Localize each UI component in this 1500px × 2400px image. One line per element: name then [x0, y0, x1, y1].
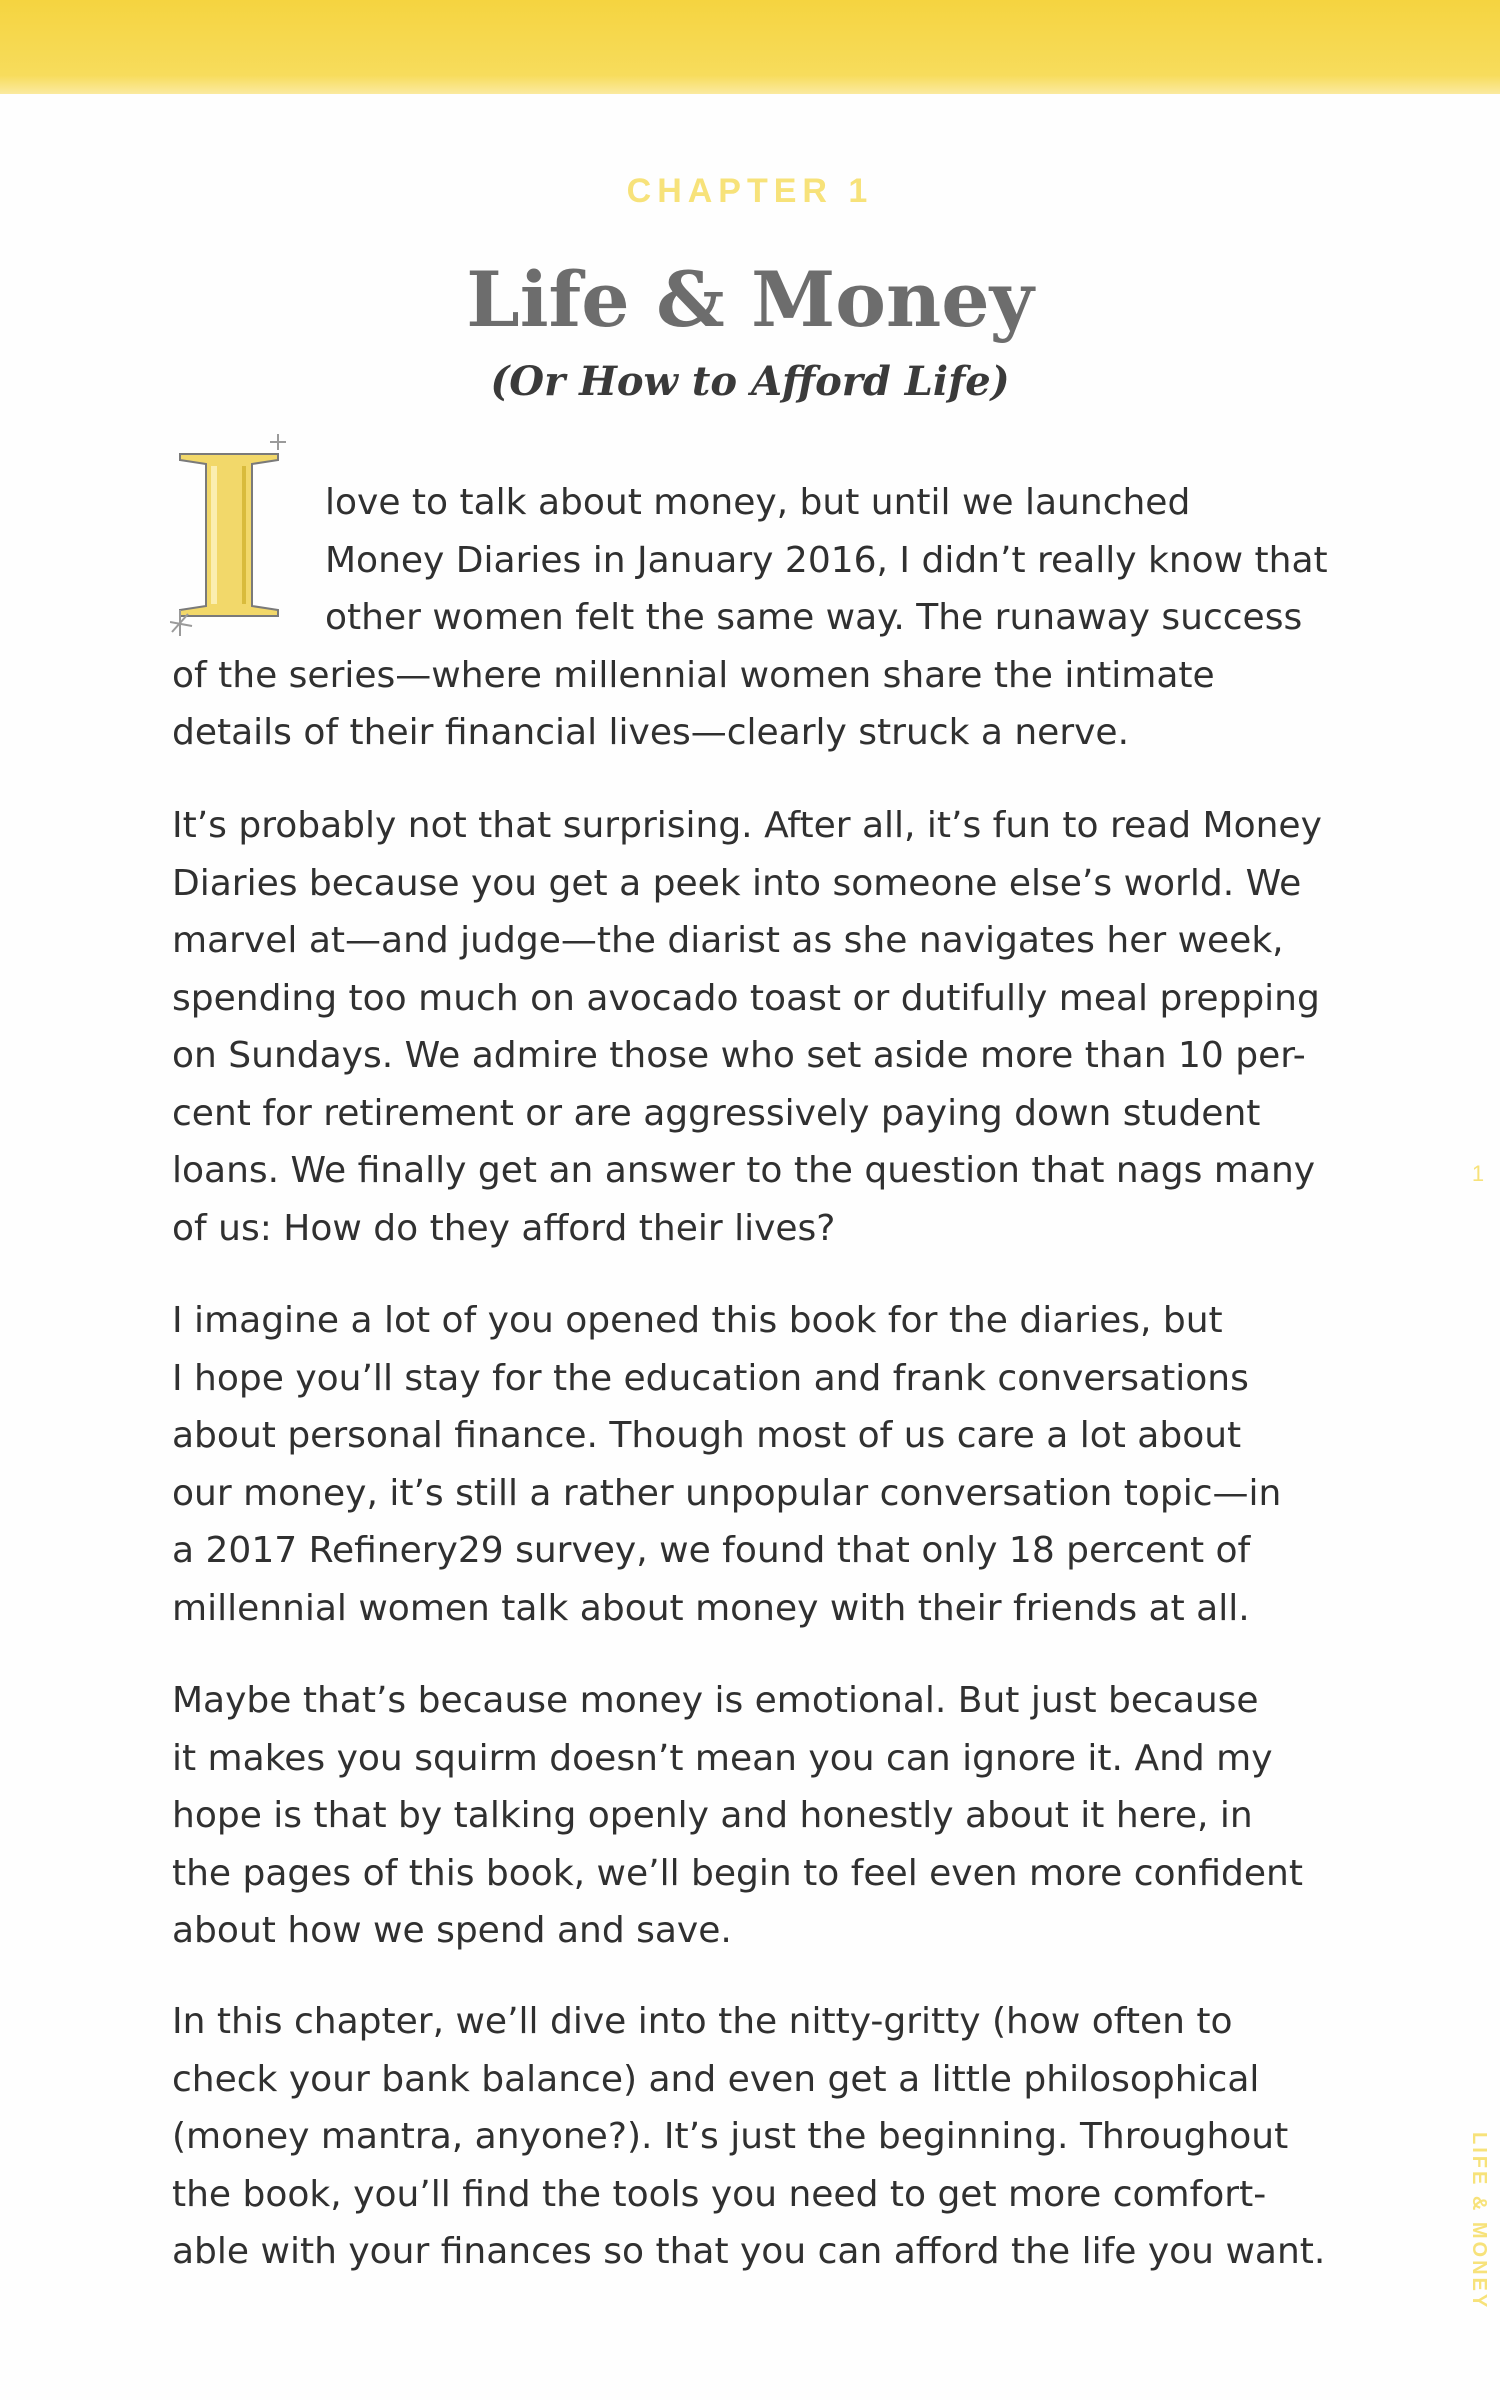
paragraph-line: Money Diaries in January 2016, I didn’t really know that	[325, 539, 1328, 581]
paragraph-line: (money mantra, anyone?). It’s just the beginning. Throughout	[172, 2116, 1289, 2157]
paragraph-line: a 2017 Refinery29 survey, we found that only 18 percent of	[172, 1530, 1251, 1571]
paragraph-2	[172, 797, 1372, 1257]
paragraph-line: In this chapter, we’ll dive into the nitty-gritty (how often to	[172, 2001, 1233, 2042]
paragraph-line: about personal finance. Though most of us care a lot about	[172, 1415, 1242, 1456]
paragraph-line: the book, you’ll find the tools you need to get more comfort-	[172, 2173, 1267, 2215]
paragraph-line: our money, it’s still a rather unpopular conversation topic—in	[172, 1472, 1282, 1514]
paragraph-line: loans. We finally get an answer to the question that nags many	[172, 1150, 1316, 1191]
paragraph-line: millennial women talk about money with their friends at all.	[172, 1587, 1250, 1629]
paragraph-line: other women felt the same way. The runaway success	[325, 597, 1303, 638]
paragraph-1	[172, 474, 1372, 762]
paragraph-line: It’s probably not that surprising. After all, it’s fun to read Money	[172, 805, 1322, 846]
paragraph-line: cent for retirement or are aggressively paying down student	[172, 1092, 1261, 1134]
paragraph-line: Diaries because you get a peek into someone else’s world. We	[172, 862, 1302, 904]
paragraph-line: I imagine a lot of you opened this book for the diaries, but	[172, 1300, 1223, 1341]
paragraph-line: hope is that by talking openly and honestly about it here, in	[172, 1795, 1253, 1836]
paragraph-line: check your bank balance) and even get a little philosophical	[172, 2058, 1260, 2100]
running-section-label: LIFE & MONEY	[1468, 2132, 1490, 2311]
paragraph-line: of us: How do they afford their lives?	[172, 1207, 836, 1249]
paragraph-line: love to talk about money, but until we launched	[325, 482, 1191, 523]
paragraph-line: the pages of this book, we’ll begin to feel even more confident	[172, 1852, 1303, 1894]
paragraph-line: details of their financial lives—clearly struck a nerve.	[172, 712, 1130, 753]
paragraph-4	[172, 1672, 1372, 1960]
top-color-band	[0, 0, 1500, 94]
paragraph-line: of the series—where millennial women share the intimate	[172, 654, 1215, 696]
chapter-title: Life & Money	[466, 255, 1034, 344]
paragraph-line: Maybe that’s because money is emotional. But just because	[172, 1680, 1259, 1721]
paragraph-line: marvel at—and judge—the diarist as she navigates her week,	[172, 920, 1284, 961]
paragraph-line: it makes you squirm doesn’t mean you can ignore it. And my	[172, 1737, 1273, 1779]
paragraph-5	[172, 1993, 1372, 2281]
paragraph-line: spending too much on avocado toast or dutifully meal prepping	[172, 977, 1320, 1019]
chapter-subtitle: (Or How to Afford Life)	[490, 358, 1010, 405]
page-number: 1	[1471, 1161, 1485, 1186]
paragraph-line: able with your finances so that you can afford the life you want.	[172, 2231, 1326, 2272]
chapter-label: CHAPTER 1	[626, 172, 874, 210]
paragraph-line: on Sundays. We admire those who set aside more than 10 per-	[172, 1035, 1306, 1076]
paragraph-line: about how we spend and save.	[172, 1910, 732, 1951]
paragraph-line: I hope you’ll stay for the education and frank conversations	[172, 1357, 1249, 1399]
paragraph-3	[172, 1292, 1372, 1637]
